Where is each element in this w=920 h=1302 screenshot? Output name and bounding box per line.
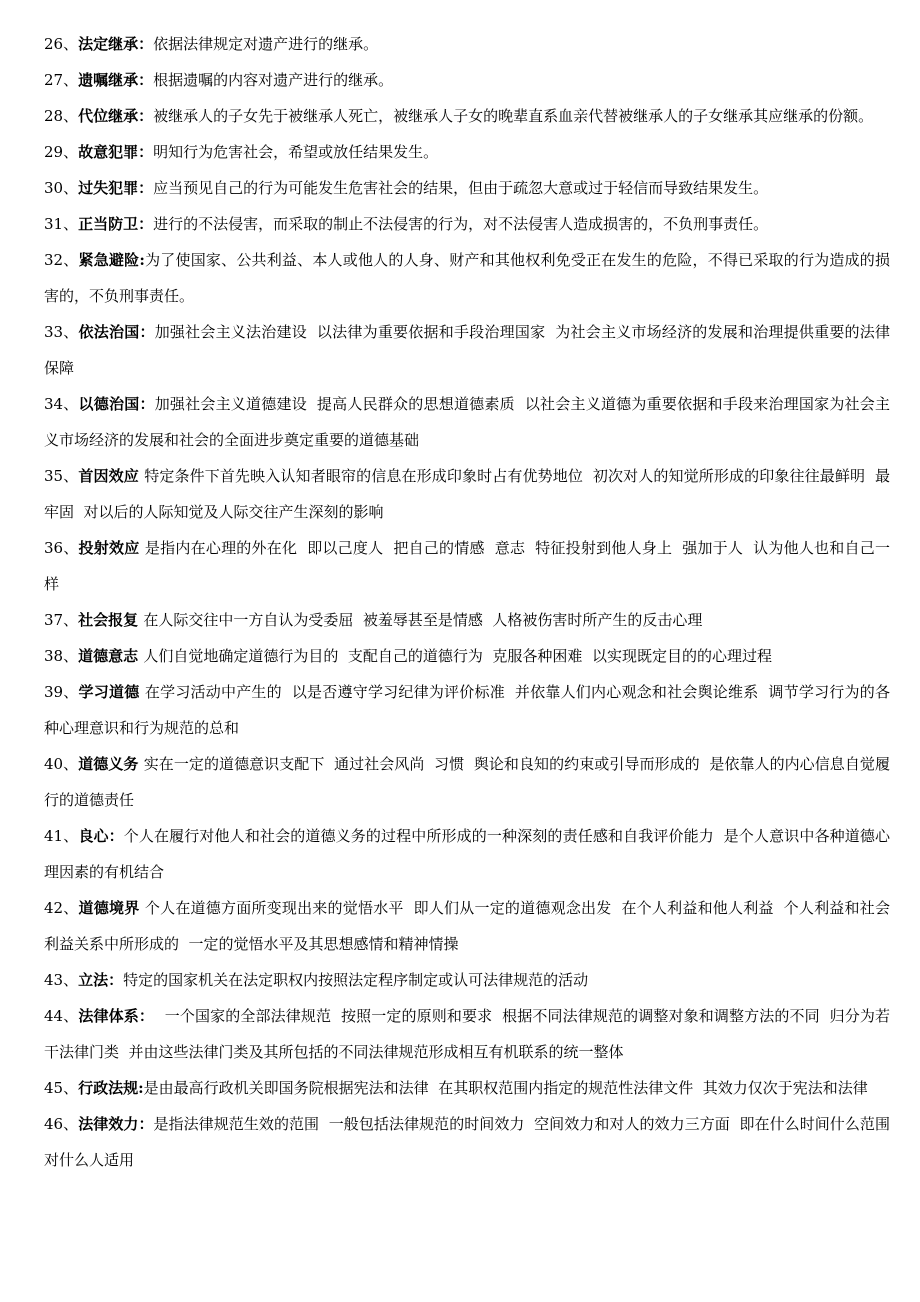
entry-term: 法律体系 — [78, 1007, 139, 1025]
entry-definition: 明知行为危害社会，希望或放任结果发生。 — [153, 143, 439, 161]
entry-term: 故意犯罪 — [78, 143, 139, 161]
entry-number: 29、 — [44, 143, 79, 161]
entry-separator: ： — [108, 971, 124, 989]
definition-entry — [44, 638, 890, 674]
definition-entry — [44, 1070, 890, 1106]
definition-entry — [44, 206, 890, 242]
definition-entry — [44, 26, 890, 62]
entry-definition: 人们自觉地确定道德行为目的 支配自己的道德行为 克服各种困难 以实现既定目的的心理过程 — [143, 647, 772, 665]
entry-number: 30、 — [44, 179, 79, 197]
definition-entry — [44, 818, 890, 890]
entry-definition: 在学习活动中产生的 以是否遵守学习纪律为评价标准 并依靠人们内心观念和社会舆论维系 调节学习行为的各种心理意识和行为规范的总和 — [44, 683, 890, 737]
entry-separator: ： — [138, 35, 154, 53]
entry-number: 46、 — [44, 1115, 79, 1133]
entry-term: 学习道德 — [78, 683, 140, 701]
entry-number: 36、 — [44, 539, 79, 557]
entry-term: 依法治国 — [78, 323, 140, 341]
definition-entry — [44, 746, 890, 818]
definition-entry — [44, 530, 890, 602]
definition-entry — [44, 98, 890, 134]
entry-number: 33、 — [44, 323, 79, 341]
entry-definition: 实在一定的道德意识支配下 通过社会风尚 习惯 舆论和良知的约束或引导而形成的 是依靠人的内心信息自觉履行的道德责任 — [44, 755, 890, 809]
entry-term: 紧急避险 — [78, 251, 140, 269]
entry-separator: ： — [138, 179, 154, 197]
entry-definition: 根据遗嘱的内容对遗产进行的继承。 — [153, 71, 394, 89]
entry-separator: ： — [138, 1115, 154, 1133]
entry-number: 28、 — [44, 107, 79, 125]
entry-definition: 一个国家的全部法律规范 按照一定的原则和要求 根据不同法律规范的调整对象和调整方法的不同 归分为若干法律门类 并由这些法律门类及其所包括的不同法律规范形成相互有机联系的统一整体 — [44, 1007, 890, 1061]
entry-number: 27、 — [44, 71, 79, 89]
definition-entry — [44, 674, 890, 746]
entry-definition: 个人在履行对他人和社会的道德义务的过程中所形成的一种深刻的责任感和自我评价能力 是个人意识中各种道德心理因素的有机结合 — [44, 827, 890, 881]
entry-separator: ： — [138, 107, 154, 125]
entry-term: 遗嘱继承 — [78, 71, 139, 89]
definition-entry — [44, 962, 890, 998]
entry-definition: 依据法律规定对遗产进行的继承。 — [153, 35, 379, 53]
entry-term: 社会报复 — [78, 611, 139, 629]
entry-number: 26、 — [44, 35, 79, 53]
entry-number: 38、 — [44, 647, 79, 665]
entry-definition: 加强社会主义法治建设 以法律为重要依据和手段治理国家 为社会主义市场经济的发展和治理提供重要的法律保障 — [44, 323, 890, 377]
entry-number: 41、 — [44, 827, 79, 845]
entry-definition: 在人际交往中一方自认为受委屈 被羞辱甚至是情感 人格被伤害时所产生的反击心理 — [143, 611, 703, 629]
entry-term: 法定继承 — [78, 35, 139, 53]
entry-separator: : — [139, 251, 145, 269]
entry-separator: ： — [138, 215, 154, 233]
document-page — [44, 26, 900, 1178]
entry-definition: 个人在道德方面所变现出来的觉悟水平 即人们从一定的道德观念出发 在个人利益和他人利益 个人利益和社会利益关系中所形成的 一定的觉悟水平及其思想感情和精神情操 — [44, 899, 890, 953]
entry-separator: : — [138, 1079, 144, 1097]
entry-definition: 进行的不法侵害，而采取的制止不法侵害的行为，对不法侵害人造成损害的，不负刑事责任。 — [153, 215, 769, 233]
entry-definition: 为了使国家、公共利益、本人或他人的人身、财产和其他权利免受正在发生的危险，不得已采取的行为造成的损害的，不负刑事责任。 — [44, 251, 890, 305]
entry-separator: ： — [139, 323, 155, 341]
definition-entry — [44, 1106, 900, 1178]
entry-term: 良心 — [78, 827, 109, 845]
entry-definition: 是指内在心理的外在化 即以己度人 把自己的情感 意志 特征投射到他人身上 强加于人 认为他人也和自己一样 — [44, 539, 890, 593]
definition-entry — [44, 170, 890, 206]
entry-number: 43、 — [44, 971, 79, 989]
definition-entry — [44, 998, 890, 1070]
entry-term: 代位继承 — [78, 107, 139, 125]
entry-term: 道德意志 — [78, 647, 139, 665]
definition-entry — [44, 602, 890, 638]
entry-separator: ： — [108, 827, 124, 845]
entry-term: 道德义务 — [78, 755, 139, 773]
entry-definition: 是由最高行政机关即国务院根据宪法和法律 在其职权范围内指定的规范性法律文件 其效力仅次于宪法和法律 — [143, 1079, 868, 1097]
definition-entry — [44, 62, 890, 98]
entry-separator: ： — [138, 71, 154, 89]
entry-separator: ： — [138, 1007, 165, 1025]
entry-term: 过失犯罪 — [78, 179, 139, 197]
definition-entry — [44, 890, 890, 962]
entry-term: 首因效应 — [78, 467, 139, 485]
entry-definition: 特定条件下首先映入认知者眼帘的信息在形成印象时占有优势地位 初次对人的知觉所形成的印象往往最鲜明 最牢固 对以后的人际知觉及人际交往产生深刻的影响 — [44, 467, 890, 521]
entry-number: 35、 — [44, 467, 79, 485]
definition-entry — [44, 458, 890, 530]
entry-number: 42、 — [44, 899, 79, 917]
entry-separator: ： — [139, 395, 155, 413]
entry-number: 45、 — [44, 1079, 79, 1097]
entry-definition: 特定的国家机关在法定职权内按照法定程序制定或认可法律规范的活动 — [123, 971, 589, 989]
entry-definition: 应当预见自己的行为可能发生危害社会的结果，但由于疏忽大意或过于轻信而导致结果发生。 — [153, 179, 769, 197]
entry-term: 立法 — [78, 971, 109, 989]
definition-entry — [44, 386, 890, 458]
entry-term: 道德境界 — [78, 899, 140, 917]
definition-entry — [44, 242, 890, 314]
entry-number: 32、 — [44, 251, 79, 269]
entry-definition: 加强社会主义道德建设 提高人民群众的思想道德素质 以社会主义道德为重要依据和手段来治理国家为社会主义市场经济的发展和社会的全面进步奠定重要的道德基础 — [44, 395, 890, 449]
entry-term: 投射效应 — [78, 539, 140, 557]
entry-term: 行政法规 — [78, 1079, 139, 1097]
entry-definition: 被继承人的子女先于被继承人死亡，被继承人子女的晚辈直系血亲代替被继承人的子女继承其应继承的份额。 — [153, 107, 874, 125]
entry-definition: 是指法律规范生效的范围 一般包括法律规范的时间效力 空间效力和对人的效力三方面 即在什么时间什么范围 对什么人适用 — [44, 1115, 900, 1169]
definition-entry — [44, 134, 890, 170]
entry-number: 34、 — [44, 395, 79, 413]
entry-number: 37、 — [44, 611, 79, 629]
entry-number: 44、 — [44, 1007, 79, 1025]
entry-separator: ： — [138, 143, 154, 161]
definition-entry — [44, 314, 890, 386]
entry-number: 39、 — [44, 683, 79, 701]
entry-number: 31、 — [44, 215, 79, 233]
entry-term: 正当防卫 — [78, 215, 139, 233]
entry-term: 以德治国 — [78, 395, 140, 413]
entry-number: 40、 — [44, 755, 79, 773]
entry-term: 法律效力 — [78, 1115, 139, 1133]
